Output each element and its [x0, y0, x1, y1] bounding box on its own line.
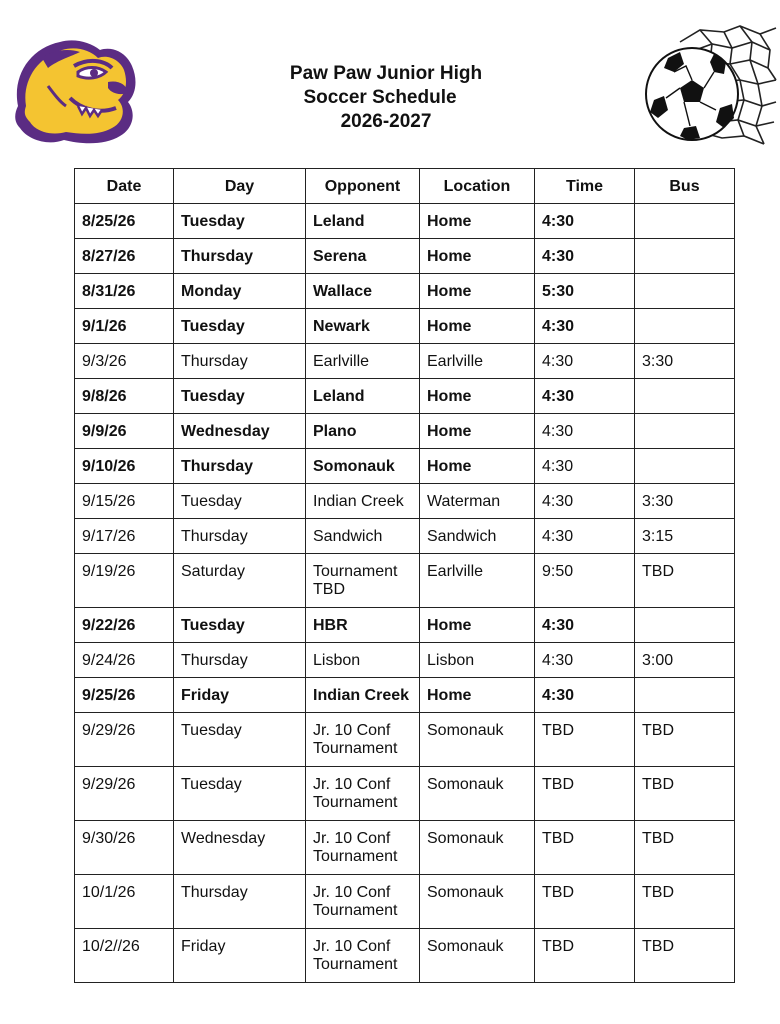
- cell-time: 4:30: [535, 519, 635, 554]
- cell-location: Home: [420, 239, 535, 274]
- cell-day: Friday: [174, 678, 306, 713]
- cell-opponent: Tournament TBD: [306, 554, 420, 608]
- cell-time: 4:30: [535, 309, 635, 344]
- cell-day: Tuesday: [174, 608, 306, 643]
- cell-time: 4:30: [535, 379, 635, 414]
- cell-opponent: Indian Creek: [306, 484, 420, 519]
- cell-location: Waterman: [420, 484, 535, 519]
- cell-opponent: Jr. 10 Conf Tournament: [306, 767, 420, 821]
- cell-date: 10/1/26: [75, 875, 174, 929]
- schedule-table: [74, 168, 735, 983]
- cell-opponent: HBR: [306, 608, 420, 643]
- cell-date: 9/1/26: [75, 309, 174, 344]
- cell-day: Thursday: [174, 875, 306, 929]
- cell-date: 8/27/26: [75, 239, 174, 274]
- table-row: [75, 379, 735, 414]
- cell-location: Home: [420, 678, 535, 713]
- cell-time: 4:30: [535, 414, 635, 449]
- col-header-date: Date: [75, 169, 174, 204]
- cell-bus: [635, 204, 735, 239]
- cell-location: Earlville: [420, 344, 535, 379]
- cell-date: 9/29/26: [75, 767, 174, 821]
- table-row: [75, 484, 735, 519]
- cell-date: 8/25/26: [75, 204, 174, 239]
- table-row: [75, 875, 735, 929]
- cell-day: Saturday: [174, 554, 306, 608]
- cell-date: 9/24/26: [75, 643, 174, 678]
- cell-bus: 3:00: [635, 643, 735, 678]
- cell-opponent: Serena: [306, 239, 420, 274]
- cell-day: Wednesday: [174, 821, 306, 875]
- cell-time: TBD: [535, 875, 635, 929]
- table-row: [75, 239, 735, 274]
- table-row: [75, 449, 735, 484]
- schedule-title: Soccer Schedule: [303, 87, 457, 108]
- cell-bus: TBD: [635, 929, 735, 983]
- cell-location: Home: [420, 608, 535, 643]
- cell-time: 4:30: [535, 484, 635, 519]
- cell-bus: [635, 274, 735, 309]
- cell-time: 4:30: [535, 344, 635, 379]
- cell-date: 9/3/26: [75, 344, 174, 379]
- cell-opponent: Leland: [306, 379, 420, 414]
- cell-opponent: Jr. 10 Conf Tournament: [306, 929, 420, 983]
- cell-opponent: Plano: [306, 414, 420, 449]
- table-row: [75, 204, 735, 239]
- cell-location: Home: [420, 449, 535, 484]
- cell-date: 9/25/26: [75, 678, 174, 713]
- cell-time: TBD: [535, 929, 635, 983]
- col-header-day: Day: [174, 169, 306, 204]
- cell-opponent: Somonauk: [306, 449, 420, 484]
- table-row: [75, 929, 735, 983]
- cell-day: Friday: [174, 929, 306, 983]
- table-header-row: [75, 169, 735, 204]
- cell-bus: TBD: [635, 767, 735, 821]
- table-row: [75, 713, 735, 767]
- bulldog-mascot-logo: [8, 36, 144, 148]
- cell-location: Home: [420, 309, 535, 344]
- cell-location: Earlville: [420, 554, 535, 608]
- cell-opponent: Jr. 10 Conf Tournament: [306, 713, 420, 767]
- table-row: [75, 767, 735, 821]
- cell-day: Wednesday: [174, 414, 306, 449]
- cell-opponent: Earlville: [306, 344, 420, 379]
- cell-date: 9/8/26: [75, 379, 174, 414]
- schedule-body: [75, 204, 735, 983]
- cell-time: 4:30: [535, 643, 635, 678]
- cell-time: 9:50: [535, 554, 635, 608]
- cell-bus: TBD: [635, 875, 735, 929]
- cell-day: Tuesday: [174, 204, 306, 239]
- col-header-time: Time: [535, 169, 635, 204]
- cell-date: 9/15/26: [75, 484, 174, 519]
- cell-location: Somonauk: [420, 929, 535, 983]
- cell-time: 4:30: [535, 204, 635, 239]
- cell-opponent: Jr. 10 Conf Tournament: [306, 821, 420, 875]
- col-header-location: Location: [420, 169, 535, 204]
- cell-time: 4:30: [535, 678, 635, 713]
- cell-opponent: Jr. 10 Conf Tournament: [306, 875, 420, 929]
- cell-opponent: Sandwich: [306, 519, 420, 554]
- cell-day: Tuesday: [174, 767, 306, 821]
- cell-day: Thursday: [174, 449, 306, 484]
- cell-bus: [635, 414, 735, 449]
- cell-location: Home: [420, 274, 535, 309]
- cell-bus: [635, 309, 735, 344]
- season-title: 2026-2027: [340, 111, 432, 132]
- cell-day: Tuesday: [174, 309, 306, 344]
- cell-bus: [635, 449, 735, 484]
- table-row: [75, 519, 735, 554]
- table-row: [75, 414, 735, 449]
- cell-time: 4:30: [535, 608, 635, 643]
- title-block: [230, 62, 550, 134]
- table-row: [75, 309, 735, 344]
- cell-opponent: Lisbon: [306, 643, 420, 678]
- cell-time: 4:30: [535, 449, 635, 484]
- cell-location: Home: [420, 379, 535, 414]
- cell-date: 9/17/26: [75, 519, 174, 554]
- soccer-ball-in-net-icon: [640, 22, 778, 150]
- col-header-opponent: Opponent: [306, 169, 420, 204]
- table-row: [75, 554, 735, 608]
- cell-day: Thursday: [174, 239, 306, 274]
- cell-date: 9/30/26: [75, 821, 174, 875]
- cell-day: Thursday: [174, 344, 306, 379]
- cell-time: TBD: [535, 821, 635, 875]
- cell-bus: TBD: [635, 713, 735, 767]
- school-title: Paw Paw Junior High: [289, 63, 483, 84]
- page-header: [0, 0, 780, 160]
- table-row: [75, 608, 735, 643]
- table-row: [75, 821, 735, 875]
- table-row: [75, 678, 735, 713]
- cell-bus: TBD: [635, 554, 735, 608]
- cell-bus: [635, 678, 735, 713]
- table-row: [75, 643, 735, 678]
- table-row: [75, 274, 735, 309]
- cell-opponent: Wallace: [306, 274, 420, 309]
- table-row: [75, 344, 735, 379]
- cell-location: Somonauk: [420, 767, 535, 821]
- cell-bus: [635, 239, 735, 274]
- cell-time: TBD: [535, 713, 635, 767]
- cell-date: 9/9/26: [75, 414, 174, 449]
- cell-day: Tuesday: [174, 379, 306, 414]
- cell-time: TBD: [535, 767, 635, 821]
- cell-date: 9/19/26: [75, 554, 174, 608]
- cell-bus: [635, 379, 735, 414]
- cell-location: Somonauk: [420, 875, 535, 929]
- cell-day: Thursday: [174, 643, 306, 678]
- cell-bus: 3:15: [635, 519, 735, 554]
- cell-time: 5:30: [535, 274, 635, 309]
- cell-date: 10/2//26: [75, 929, 174, 983]
- cell-bus: 3:30: [635, 484, 735, 519]
- cell-bus: [635, 608, 735, 643]
- cell-opponent: Indian Creek: [306, 678, 420, 713]
- cell-location: Somonauk: [420, 821, 535, 875]
- cell-day: Thursday: [174, 519, 306, 554]
- cell-location: Home: [420, 414, 535, 449]
- cell-date: 9/10/26: [75, 449, 174, 484]
- cell-time: 4:30: [535, 239, 635, 274]
- cell-date: 8/31/26: [75, 274, 174, 309]
- cell-opponent: Newark: [306, 309, 420, 344]
- cell-location: Somonauk: [420, 713, 535, 767]
- cell-location: Home: [420, 204, 535, 239]
- cell-day: Tuesday: [174, 713, 306, 767]
- cell-opponent: Leland: [306, 204, 420, 239]
- cell-date: 9/22/26: [75, 608, 174, 643]
- cell-location: Lisbon: [420, 643, 535, 678]
- cell-date: 9/29/26: [75, 713, 174, 767]
- cell-day: Monday: [174, 274, 306, 309]
- cell-location: Sandwich: [420, 519, 535, 554]
- col-header-bus: Bus: [635, 169, 735, 204]
- cell-day: Tuesday: [174, 484, 306, 519]
- cell-bus: 3:30: [635, 344, 735, 379]
- cell-bus: TBD: [635, 821, 735, 875]
